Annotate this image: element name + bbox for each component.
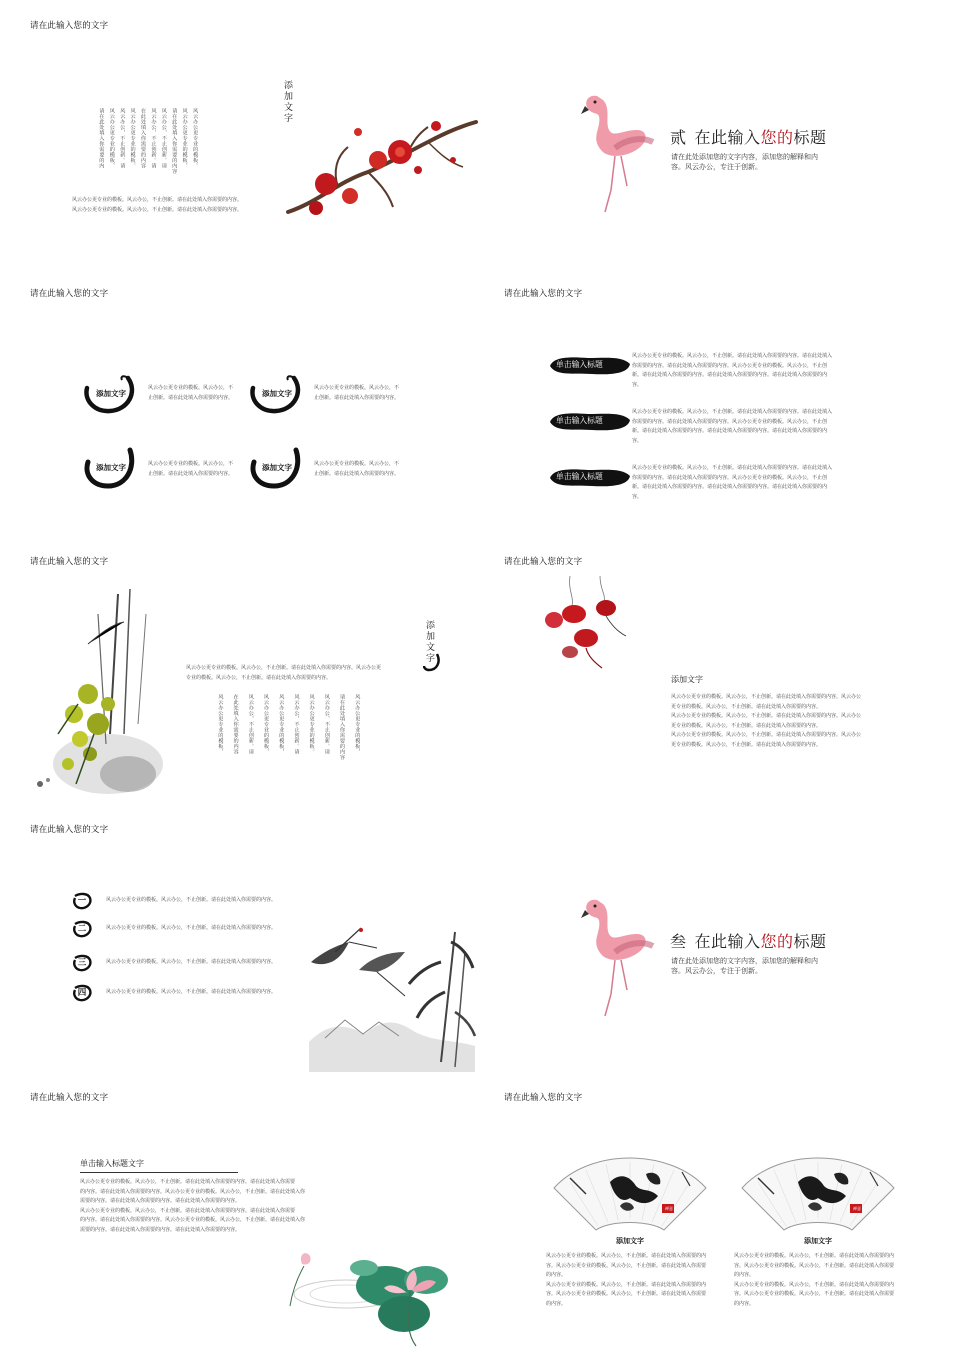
vertical-text-block [215,694,361,786]
vertical-text-column: 请在此处填入你需要的内 [98,108,105,169]
item-number: 四 [77,988,87,998]
slide-title: 请在此输入您的文字 [30,21,109,31]
slide-8 [480,804,960,1072]
subtitle-line: 请在此处添加您的文字内容，添加您的解释和内 [671,957,818,965]
section-number: 叁 [670,932,687,951]
body-line: 风云办公更专业的模板。风云办公，不止创新。请在此处填入你需要的内容。风云办公 [671,732,862,739]
description-line: 新。请在此处填入你需要的内容。请在此处填入你需要的内容。请在此处填入你需要的内 [632,372,828,379]
item-description [314,460,399,479]
description-line: 风云办公更专业的模板。风云办公，不止创新。请在此处填入你需要的内容。请在此处填入 [632,409,833,415]
heading-highlight: 您的 [760,932,794,951]
vertical-text-column: 风云办公更专业的模板。 [308,694,315,755]
description-line: 新。请在此处填入你需要的内容。请在此处填入你需要的内容。请在此处填入你需要的内 [632,484,828,491]
fan-card [546,1146,718,1346]
paragraph-line: 风云办公更专业的模板。风云办公，不止创新。请在此处填入你需要的内容。风云办公更 [186,665,382,671]
description-line: 风云办公更专业的模板。风云办公，不 [148,385,234,391]
description-line: 风云办公更专业的模板。风云办公，不 [314,461,400,467]
body-line: 风云办公更专业的模板。风云办公，不止创新。请在此处填入你需要的内容。风云办公 [671,694,862,700]
slide-2 [480,0,960,268]
body-line: 风云办公更专业的模板。风云办公，不止创新。请在此处填入你需要的内容。风云办公 [671,713,862,720]
vertical-text-column: 风云办公，不止创新。请 [293,694,300,755]
heading-text: 在此输入 [694,932,761,951]
paragraph [72,196,242,215]
ink-arc-icon [423,652,441,672]
description-line: 新。请在此处填入你需要的内容。请在此处填入你需要的内容。请在此处填入你需要的内 [632,428,828,435]
body-line: 风云办公更专业的模板。风云办公，不止创新。请在此处填入你需要的内容。请在此处填入你需要 [80,1179,296,1185]
vertical-text-column: 风云办公更专业的模板， [263,694,270,755]
body-line: 需要的内容。请在此处填入你需要的内容。请在此处填入你需要的内容。 [80,1198,241,1205]
slide-title: 请在此输入您的文字 [504,557,583,567]
slide-6 [480,536,960,804]
vertical-text-column: 风云办公更专业的模板。 [192,108,199,169]
body-line: 需要的内容。请在此处填入你需要的内容。请在此处填入你需要的内容。 [80,1226,241,1233]
vertical-text-column: 风云办公更专业的模板， [108,108,115,169]
item-number: 二 [77,924,87,934]
item-label: 添加文字 [96,463,126,472]
cranes-bamboo-painting-icon [305,922,477,1072]
description-line: 容。 [632,437,643,444]
slide-5 [0,536,480,804]
description-line: 你需要的内容。请在此处填入你需要的内容。风云办公更专业的模板。风云办公，不止创 [632,474,828,481]
body-line: 的内容。 [734,1300,755,1307]
content-body [80,1178,305,1236]
body-line: 更专业的模板。风云办公，不止创新。请在此处填入你需要的内容。 [671,741,822,748]
paragraph-line: 风云办公更专业的模板。风云办公，不止创新。请在此处填入你需要的内容。 [72,197,243,203]
lotus-painting-icon [286,1250,466,1348]
heading-text: 在此输入 [694,128,761,147]
body-line: 更专业的模板。风云办公，不止创新。请在此处填入你需要的内容。 [671,703,822,710]
description-line: 容。 [632,493,643,500]
body-line: 的内容。 [546,1272,567,1279]
paragraph-line: 专业的模板。风云办公，不止创新。请在此处填入你需要的内容。 [186,674,332,681]
banner-description [632,408,902,446]
body-line: 风云办公更专业的模板。风云办公，不止创新。请在此处填入你需要的内 [734,1281,895,1288]
slide-title: 请在此输入您的文字 [504,1093,583,1103]
body-line: 的内容。请在此处填入你需要的内容。风云办公更专业的模板。风云办公，不止创新。请在此处填入你 [80,1217,306,1224]
description-line: 风云办公更专业的模板。风云办公，不止创新。请在此处填入你需要的内容。请在此处填入 [632,353,833,359]
vertical-text-column: 风云办公，不止创新。请 [119,108,126,169]
section-heading [670,929,827,952]
description-line: 你需要的内容。请在此处填入你需要的内容。风云办公更专业的模板。风云办公，不止创 [632,418,828,425]
vertical-text-column: 风云办公更专业的模板， [181,108,188,169]
item-description [148,384,233,403]
vertical-text-column: 请在此处填入你需要的内容 [339,694,346,760]
content-body [671,693,861,751]
vertical-text-column: 在此处填入你需要的内容 [232,694,239,755]
heading-text-end: 标题 [793,932,827,951]
description-line: 你需要的内容。请在此处填入你需要的内容。风云办公更专业的模板。风云办公，不止创 [632,362,828,369]
description-line: 止创新。请在此处填入你需要的内容。 [148,394,234,401]
section-number: 贰 [670,128,687,147]
item-number: 一 [77,896,87,906]
body-line: 的内容。 [546,1300,567,1307]
description-line: 止创新。请在此处填入你需要的内容。 [148,470,234,477]
vertical-text-column: 风云办公更专业的模板， [278,694,285,755]
content-heading: 添加文字 [671,675,703,684]
vertical-text-column: 风云办公，不止创新。请 [247,694,254,755]
brush-item [250,372,430,412]
banner-label: 单击输入标题 [556,472,603,481]
heading-text-end: 标题 [793,128,827,147]
brush-item [84,446,264,490]
subtitle-line: 请在此处添加您的文字内容，添加您的解释和内 [671,153,818,161]
vertical-text-column: 请在此处填入你需要的内容 [171,108,178,174]
card-body [734,1252,894,1310]
vertical-text-column: 风云办公，不止创新。请 [160,108,167,169]
item-text: 风云办公更专业的模板。风云办公，不止创新。请在此处填入你需要的内容。 [106,925,277,931]
description-line: 止创新。请在此处填入你需要的内容。 [314,394,400,401]
subtitle-line: 容。风云办公，专注于创新。 [671,163,762,171]
vertical-heading: 添加文字 [282,80,292,124]
slide-title: 请在此输入您的文字 [30,289,109,299]
chrysanthemum-painting-icon [28,584,163,799]
fan-stamp: 禅意 [853,1206,861,1211]
folding-fan-painting-icon [550,1152,710,1236]
slide-10 [480,1072,960,1352]
body-line: 更专业的模板。风云办公，不止创新。请在此处填入你需要的内容。 [671,722,822,729]
section-subtitle [671,152,818,172]
subtitle-line: 容。风云办公，专注于创新。 [671,967,762,975]
brush-item [84,372,264,412]
item-description [148,460,233,479]
card-heading: 添加文字 [804,1237,832,1245]
item-text: 风云办公更专业的模板。风云办公，不止创新。请在此处填入你需要的内容。 [106,897,277,903]
slide-4 [480,268,960,536]
banner-description [632,464,902,502]
section-heading [670,125,827,148]
vertical-text-block [96,108,199,196]
description-line: 容。 [632,381,643,388]
folding-fan-painting-icon [738,1152,898,1236]
paragraph [186,664,381,683]
content-heading: 单击输入标题文字 [80,1159,144,1168]
body-line: 风云办公更专业的模板。风云办公，不止创新。请在此处填入你需要的内 [546,1281,707,1288]
section-subtitle [671,956,818,976]
body-line: 容。风云办公更专业的模板。风云办公，不止创新。请在此处填入你需要 [546,1262,707,1269]
item-label: 添加文字 [262,463,292,472]
heading-underline [80,1172,238,1173]
item-text: 风云办公更专业的模板。风云办公，不止创新。请在此处填入你需要的内容。 [106,989,277,995]
item-text: 风云办公更专业的模板。风云办公，不止创新。请在此处填入你需要的内容。 [106,959,277,965]
vertical-heading: 添加文字 [424,620,434,664]
item-label: 添加文字 [262,389,292,398]
flamingo-icon [575,894,660,1024]
vertical-text-column: 风云办公，不止创新。请 [323,694,330,755]
heading-highlight: 您的 [760,128,794,147]
slide-3 [0,268,480,536]
slide-title: 请在此输入您的文字 [30,557,109,567]
vertical-text-column: 风云办公更专业的模板。 [129,108,136,169]
vertical-text-column: 风云办公更专业的模板， [217,694,224,755]
description-line: 风云办公更专业的模板。风云办公，不 [148,461,234,467]
banner-label: 单击输入标题 [556,360,603,369]
item-number: 三 [77,958,87,968]
body-line: 容。风云办公更专业的模板。风云办公，不止创新。请在此处填入你需要 [734,1291,895,1298]
plum-blossom-painting-icon [278,112,478,222]
item-label: 添加文字 [96,389,126,398]
vertical-text-column: 风云办公，不止创新。请 [150,108,157,169]
body-line: 容。风云办公更专业的模板。风云办公，不止创新。请在此处填入你需要 [546,1291,707,1298]
body-line: 容。风云办公更专业的模板。风云办公，不止创新。请在此处填入你需要 [734,1262,895,1269]
description-line: 风云办公更专业的模板。风云办公，不 [314,385,400,391]
slide-7 [0,804,480,1072]
brush-item [250,446,430,490]
red-lantern-painting-icon [540,576,640,676]
card-body [546,1252,706,1310]
banner-description [632,352,902,390]
description-line: 风云办公更专业的模板。风云办公，不止创新。请在此处填入你需要的内容。请在此处填入 [632,465,833,471]
body-line: 的内容。 [734,1272,755,1279]
fan-card [734,1146,906,1346]
item-description [314,384,399,403]
slide-9 [0,1072,480,1352]
vertical-text-column: 在此处填入你需要的内容 [140,108,147,169]
slide-title: 请在此输入您的文字 [30,1093,109,1103]
body-line: 的内容。请在此处填入你需要的内容。风云办公更专业的模板。风云办公，不止创新。请在此处填入你 [80,1188,306,1195]
banner-label: 单击输入标题 [556,416,603,425]
flamingo-icon [575,90,660,220]
description-line: 止创新。请在此处填入你需要的内容。 [314,470,400,477]
body-line: 风云办公更专业的模板。风云办公，不止创新。请在此处填入你需要的内容。请在此处填入你需要 [80,1207,296,1214]
slide-title: 请在此输入您的文字 [30,825,109,835]
body-line: 风云办公更专业的模板。风云办公，不止创新。请在此处填入你需要的内 [734,1253,895,1259]
paragraph-line: 风云办公更专业的模板。风云办公，不止创新。请在此处填入你需要的内容。 [72,206,243,213]
body-line: 风云办公更专业的模板。风云办公，不止创新。请在此处填入你需要的内 [546,1253,707,1259]
fan-stamp: 禅意 [665,1206,673,1211]
slide-title: 请在此输入您的文字 [504,289,583,299]
slide-1 [0,0,480,268]
card-heading: 添加文字 [616,1237,644,1245]
vertical-text-column: 风云办公更专业的模板， [354,694,361,755]
